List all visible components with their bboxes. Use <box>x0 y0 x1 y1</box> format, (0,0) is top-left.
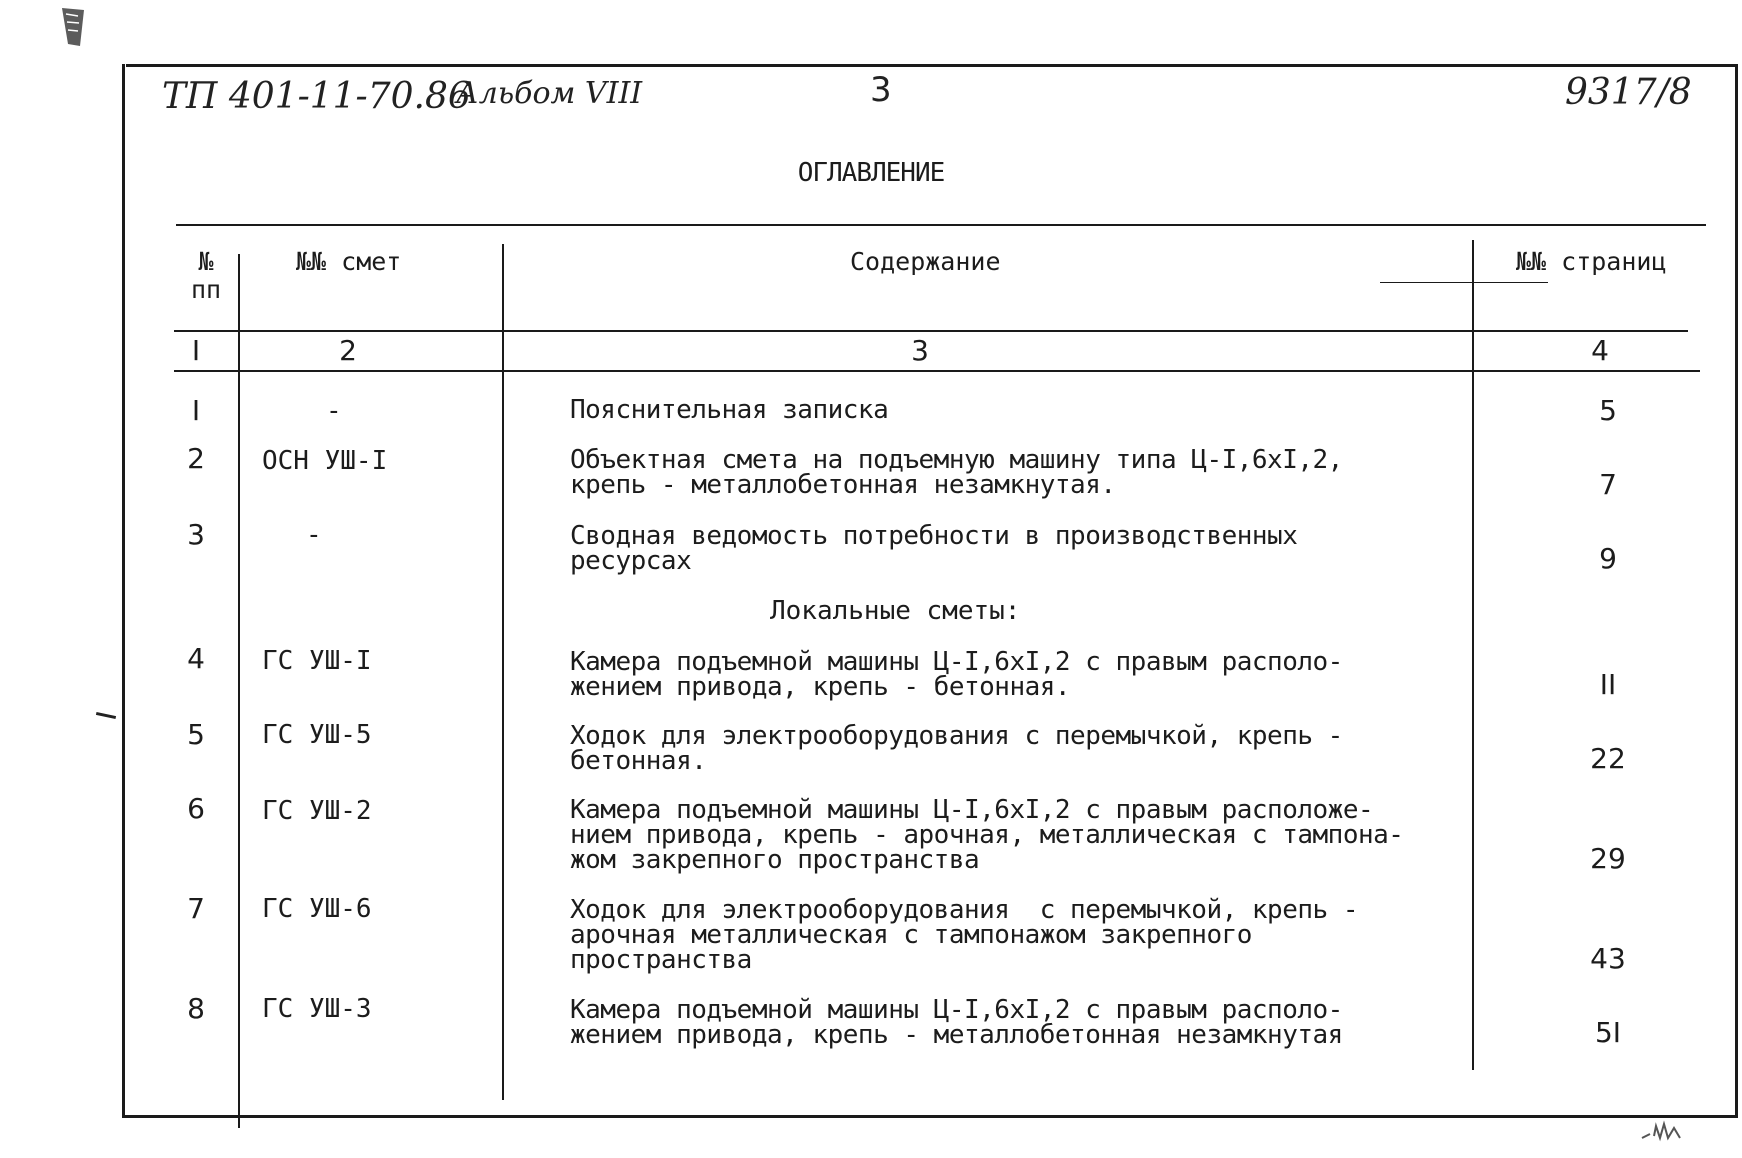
row-content: Камера подъемной машины Ц-I,6хI,2 с правым располо- жением привода, крепь - металлобетонная незамкнутая <box>570 995 1343 1050</box>
header-page-numbers: №№ страниц <box>1516 247 1667 276</box>
column-number-4: 4 <box>1591 334 1609 367</box>
margin-mark <box>96 712 116 719</box>
page-title: ОГЛАВЛЕНИЕ <box>797 158 945 188</box>
row-number: 4 <box>187 642 205 675</box>
frame-left <box>122 64 125 1118</box>
estimate-code: ГС УШ-I <box>262 646 372 676</box>
column-divider-2 <box>502 244 504 1100</box>
archive-mark-icon <box>1640 1120 1684 1142</box>
row-content: Сводная ведомость потребности в производственных ресурсах <box>570 521 1298 576</box>
row-content: Пояснительная записка <box>570 395 889 425</box>
page-number: II <box>1599 668 1617 701</box>
row-number: 3 <box>187 518 205 551</box>
row-content: Камера подъемной машины Ц-I,6хI,2 с правым располо- жением привода, крепь - бетонная. <box>570 647 1343 702</box>
estimate-code: ГС УШ-3 <box>262 994 372 1024</box>
column-number-1: I <box>191 334 201 367</box>
frame-right <box>1735 64 1738 1118</box>
header-estimate-number: №№ смет <box>296 247 402 276</box>
page-number: 5 <box>1599 394 1617 427</box>
estimate-code: ОСН УШ-I <box>262 446 388 476</box>
header-rule <box>174 330 1688 332</box>
page-number: 43 <box>1590 942 1626 975</box>
header-item-number: № пп <box>190 247 222 304</box>
frame-bottom <box>122 1115 1738 1118</box>
stamp-icon <box>60 6 86 48</box>
row-content: Объектная смета на подъемную машину типа Ц-I,6хI,2, крепь - металлобетонная незамкнутая. <box>570 445 1343 500</box>
estimate-code: ГС УШ-5 <box>262 720 372 750</box>
estimate-code: ГС УШ-2 <box>262 796 372 826</box>
row-content: Камера подъемной машины Ц-I,6хI,2 с правым расположе- нием привода, крепь - арочная, металлическая с тампона- жом закрепного пространства <box>570 795 1404 875</box>
estimate-code: - <box>326 396 342 426</box>
page-number: 22 <box>1590 742 1626 775</box>
column-number-2: 2 <box>339 334 357 367</box>
header-content: Содержание <box>850 247 1001 276</box>
estimate-code: - <box>306 520 322 550</box>
column-divider-3 <box>1472 240 1474 1070</box>
row-number: I <box>191 394 201 427</box>
row-number: 7 <box>187 892 205 925</box>
page-number: 9 <box>1599 542 1617 575</box>
inventory-number: 9317/8 <box>1565 72 1692 113</box>
page-number: 5I <box>1594 1016 1622 1049</box>
column-divider-1 <box>238 254 240 1128</box>
section-label-local-estimates: Локальные сметы: <box>770 596 1021 626</box>
project-code: ТП 401-11-70.86 <box>162 76 471 117</box>
row-number: 6 <box>187 792 205 825</box>
album-label: Альбом VIII <box>456 76 643 111</box>
page-number: 7 <box>1599 468 1617 501</box>
estimate-code: ГС УШ-6 <box>262 894 372 924</box>
column-number-3: 3 <box>911 334 929 367</box>
page-header-underline <box>1380 282 1548 283</box>
table-top-rule <box>176 224 1706 226</box>
row-content: Ходок для электрооборудования с перемычкой, крепь - бетонная. <box>570 721 1343 776</box>
row-content: Ходок для электрооборудования с перемычкой, крепь - арочная металлическая с тампонажом закрепного пространства <box>570 895 1358 975</box>
page-number: 29 <box>1590 842 1626 875</box>
row-number: 2 <box>187 442 205 475</box>
sheet-number: 3 <box>870 70 892 110</box>
row-number: 8 <box>187 992 205 1025</box>
frame-top <box>126 64 1738 67</box>
row-number: 5 <box>187 718 205 751</box>
